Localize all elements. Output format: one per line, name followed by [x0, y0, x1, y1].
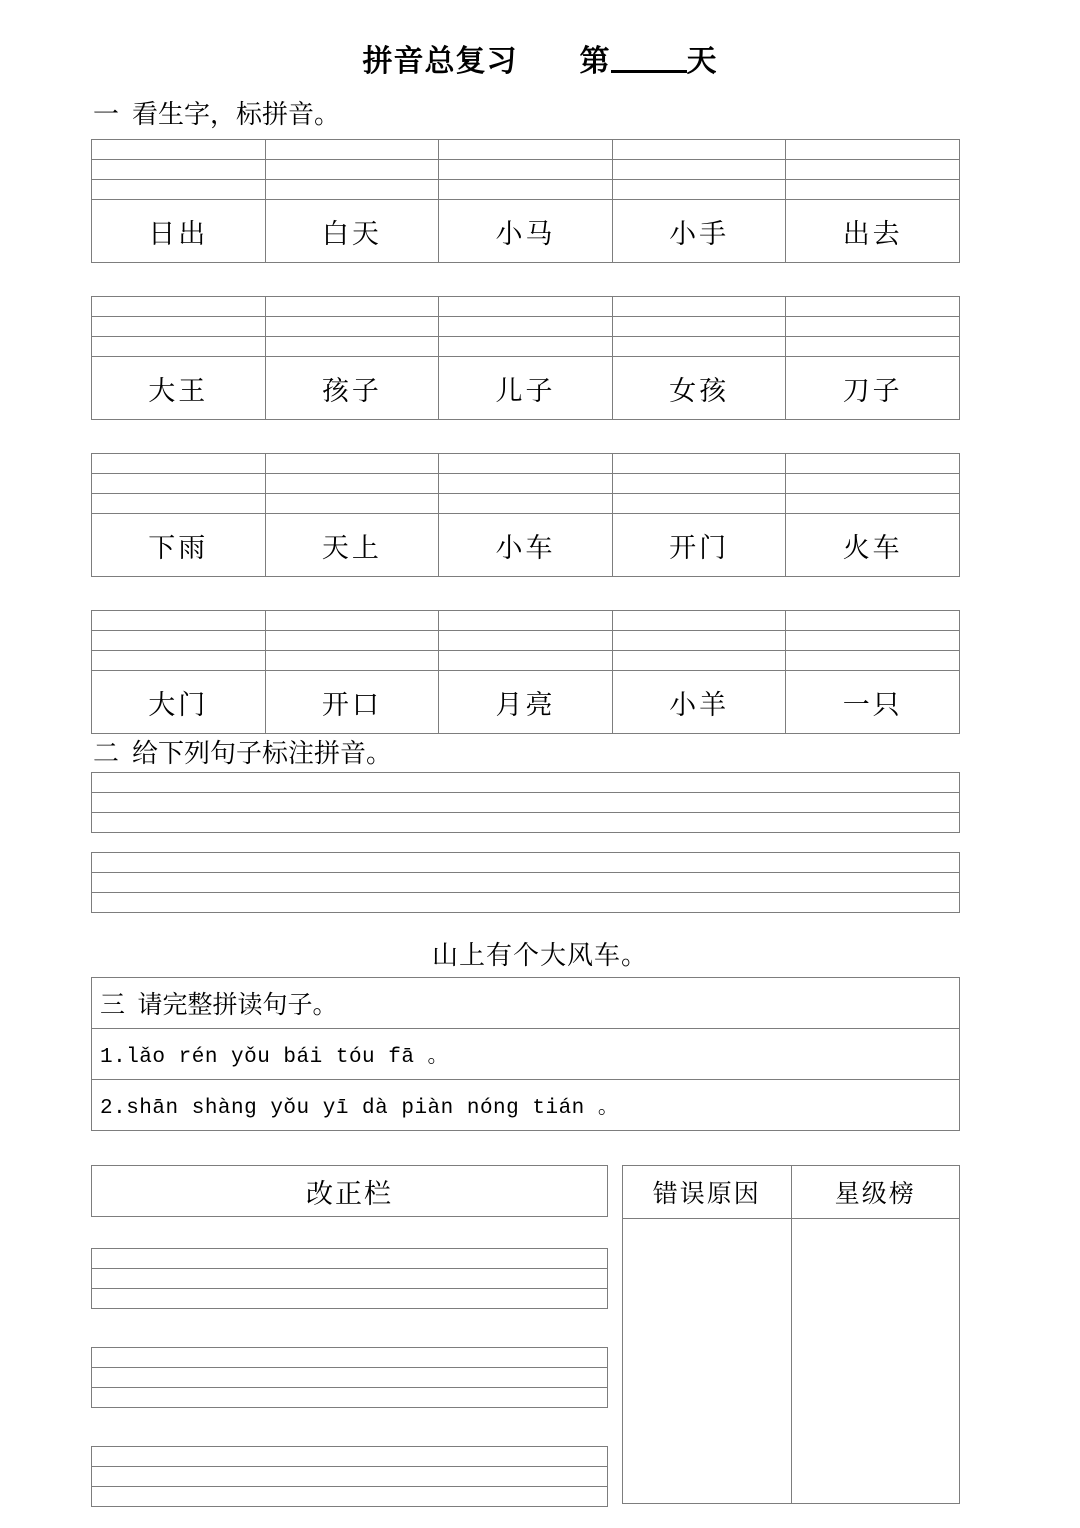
- section-three-heading: 三 请完整拼读句子。: [92, 978, 960, 1029]
- word-cell: 小车: [439, 514, 613, 577]
- writing-line[interactable]: [92, 873, 960, 893]
- pinyin-cell[interactable]: [265, 454, 439, 474]
- table-row: [92, 1029, 960, 1080]
- table-row: [92, 357, 960, 420]
- word-cell: 小马: [439, 200, 613, 263]
- title-day-prefix: 第: [579, 45, 611, 78]
- word-cell: 日出: [92, 200, 266, 263]
- pinyin-cell[interactable]: [265, 474, 439, 494]
- table-row: [92, 1289, 608, 1309]
- table-row: [92, 1249, 608, 1269]
- table-row: [92, 1080, 960, 1131]
- pinyin-cell[interactable]: [612, 337, 786, 357]
- table-row: [92, 671, 960, 734]
- table-row: [92, 474, 960, 494]
- pinyin-cell[interactable]: [612, 180, 786, 200]
- pinyin-cell[interactable]: [439, 494, 613, 514]
- word-cell: 小手: [612, 200, 786, 263]
- page-title-main: 拼音总复习: [362, 45, 518, 78]
- pinyin-cell[interactable]: [265, 611, 439, 631]
- pinyin-cell[interactable]: [265, 317, 439, 337]
- table-row: [92, 1447, 608, 1467]
- writing-line[interactable]: [92, 853, 960, 873]
- pinyin-cell[interactable]: [92, 611, 266, 631]
- writing-line[interactable]: [92, 1269, 608, 1289]
- pinyin-cell[interactable]: [612, 454, 786, 474]
- pinyin-cell[interactable]: [612, 140, 786, 160]
- pinyin-cell[interactable]: [92, 317, 266, 337]
- writing-line[interactable]: [92, 1368, 608, 1388]
- writing-line[interactable]: [92, 773, 960, 793]
- table-row: [92, 180, 960, 200]
- pinyin-answer-block-2: [91, 852, 960, 913]
- word-cell: 火车: [786, 514, 960, 577]
- section-three-table: [91, 977, 960, 1131]
- table-row: [92, 1348, 608, 1368]
- word-cell: 一只: [786, 671, 960, 734]
- table-row: [92, 873, 960, 893]
- table-row: [92, 793, 960, 813]
- pinyin-cell[interactable]: [439, 297, 613, 317]
- pinyin-cell[interactable]: [265, 160, 439, 180]
- pinyin-cell[interactable]: [612, 631, 786, 651]
- writing-line[interactable]: [92, 893, 960, 913]
- pinyin-cell[interactable]: [786, 317, 960, 337]
- pinyin-cell[interactable]: [786, 474, 960, 494]
- pinyin-cell[interactable]: [92, 494, 266, 514]
- pinyin-cell[interactable]: [786, 337, 960, 357]
- pinyin-cell[interactable]: [439, 317, 613, 337]
- star-rating-cell[interactable]: [791, 1219, 960, 1504]
- pinyin-cell[interactable]: [439, 631, 613, 651]
- table-row: [92, 651, 960, 671]
- word-cell: 下雨: [92, 514, 266, 577]
- pinyin-cell[interactable]: [92, 180, 266, 200]
- pinyin-cell[interactable]: [786, 611, 960, 631]
- pinyin-cell[interactable]: [265, 631, 439, 651]
- writing-line[interactable]: [92, 1289, 608, 1309]
- pinyin-cell[interactable]: [786, 494, 960, 514]
- pinyin-cell[interactable]: [786, 160, 960, 180]
- pinyin-answer-block-1: [91, 772, 960, 833]
- pinyin-cell[interactable]: [265, 297, 439, 317]
- word-cell: 月亮: [439, 671, 613, 734]
- writing-line[interactable]: [92, 1388, 608, 1408]
- correction-block-2: [91, 1347, 608, 1408]
- table-row: [92, 454, 960, 474]
- correction-label: 改正栏: [306, 1178, 393, 1209]
- table-row: [92, 978, 960, 1029]
- pinyin-cell[interactable]: [612, 160, 786, 180]
- section-two-sentence: 山上有个大风车。: [431, 941, 648, 970]
- word-cell: 小羊: [612, 671, 786, 734]
- char-table-3: [91, 453, 960, 577]
- pinyin-cell[interactable]: [92, 631, 266, 651]
- pinyin-sentence-2: 2.shān shàng yǒu yī dà piàn nóng tián 。: [92, 1080, 960, 1131]
- writing-line[interactable]: [92, 1487, 608, 1507]
- pinyin-cell[interactable]: [265, 337, 439, 357]
- evaluation-panel: [622, 1165, 960, 1504]
- table-row: [92, 514, 960, 577]
- table-row: [92, 200, 960, 263]
- day-blank[interactable]: [611, 70, 687, 73]
- char-table-1: [91, 139, 960, 263]
- pinyin-cell[interactable]: [786, 631, 960, 651]
- writing-line[interactable]: [92, 1467, 608, 1487]
- pinyin-sentence-1: 1.lǎo rén yǒu bái tóu fā 。: [92, 1029, 960, 1080]
- word-cell: 出去: [786, 200, 960, 263]
- word-cell: 儿子: [439, 357, 613, 420]
- table-row: [92, 317, 960, 337]
- title-day-suffix: 天: [686, 45, 718, 78]
- section-two-heading: 二 给下列句子标注拼音。: [93, 739, 393, 768]
- table-row: [92, 1388, 608, 1408]
- pinyin-cell[interactable]: [92, 474, 266, 494]
- pinyin-cell[interactable]: [439, 160, 613, 180]
- word-cell: 开口: [265, 671, 439, 734]
- word-cell: 女孩: [612, 357, 786, 420]
- pinyin-cell[interactable]: [786, 297, 960, 317]
- pinyin-cell[interactable]: [265, 651, 439, 671]
- title-gap: [518, 45, 580, 78]
- pinyin-cell[interactable]: [439, 140, 613, 160]
- table-row: [92, 1368, 608, 1388]
- table-row: [623, 1219, 960, 1504]
- pinyin-cell[interactable]: [612, 494, 786, 514]
- error-reason-cell[interactable]: [623, 1219, 792, 1504]
- word-cell: 大王: [92, 357, 266, 420]
- table-row: [92, 297, 960, 317]
- pinyin-cell[interactable]: [92, 651, 266, 671]
- pinyin-cell[interactable]: [439, 454, 613, 474]
- word-cell: 刀子: [786, 357, 960, 420]
- pinyin-cell[interactable]: [92, 140, 266, 160]
- table-row: [92, 813, 960, 833]
- table-row: [92, 160, 960, 180]
- table-row: [623, 1166, 960, 1219]
- pinyin-cell[interactable]: [612, 297, 786, 317]
- star-rating-header: 星级榜: [791, 1166, 960, 1219]
- pinyin-cell[interactable]: [92, 337, 266, 357]
- correction-block-1: [91, 1248, 608, 1309]
- writing-line[interactable]: [92, 793, 960, 813]
- pinyin-cell[interactable]: [439, 611, 613, 631]
- pinyin-cell[interactable]: [786, 651, 960, 671]
- table-row: [92, 631, 960, 651]
- word-cell: 开门: [612, 514, 786, 577]
- error-reason-header: 错误原因: [623, 1166, 792, 1219]
- pinyin-cell[interactable]: [786, 454, 960, 474]
- writing-line[interactable]: [92, 1447, 608, 1467]
- table-row: [92, 611, 960, 631]
- pinyin-cell[interactable]: [265, 140, 439, 160]
- word-cell: 大门: [92, 671, 266, 734]
- word-cell: 孩子: [265, 357, 439, 420]
- pinyin-cell[interactable]: [439, 337, 613, 357]
- pinyin-cell[interactable]: [92, 160, 266, 180]
- table-row: [92, 337, 960, 357]
- pinyin-cell[interactable]: [786, 180, 960, 200]
- writing-line[interactable]: [92, 1249, 608, 1269]
- table-row: [92, 494, 960, 514]
- pinyin-cell[interactable]: [439, 474, 613, 494]
- pinyin-cell[interactable]: [92, 454, 266, 474]
- correction-block-3: [91, 1446, 608, 1507]
- pinyin-cell[interactable]: [612, 474, 786, 494]
- pinyin-cell[interactable]: [612, 611, 786, 631]
- pinyin-cell[interactable]: [265, 180, 439, 200]
- pinyin-cell[interactable]: [439, 180, 613, 200]
- table-row: [92, 853, 960, 873]
- writing-line[interactable]: [92, 813, 960, 833]
- table-row: [92, 1269, 608, 1289]
- table-row: [92, 893, 960, 913]
- word-cell: 天上: [265, 514, 439, 577]
- pinyin-cell[interactable]: [265, 494, 439, 514]
- table-row: [92, 1467, 608, 1487]
- table-row: [92, 140, 960, 160]
- word-cell: 白天: [265, 200, 439, 263]
- table-row: [92, 1487, 608, 1507]
- section-one-heading: 一 看生字，标拼音。: [93, 100, 341, 129]
- pinyin-cell[interactable]: [612, 651, 786, 671]
- char-table-4: [91, 610, 960, 734]
- correction-column-header: [91, 1165, 608, 1217]
- pinyin-cell[interactable]: [612, 317, 786, 337]
- table-row: [92, 773, 960, 793]
- pinyin-cell[interactable]: [786, 140, 960, 160]
- pinyin-cell[interactable]: [92, 297, 266, 317]
- char-table-2: [91, 296, 960, 420]
- pinyin-cell[interactable]: [439, 651, 613, 671]
- page-title: [0, 36, 1080, 80]
- writing-line[interactable]: [92, 1348, 608, 1368]
